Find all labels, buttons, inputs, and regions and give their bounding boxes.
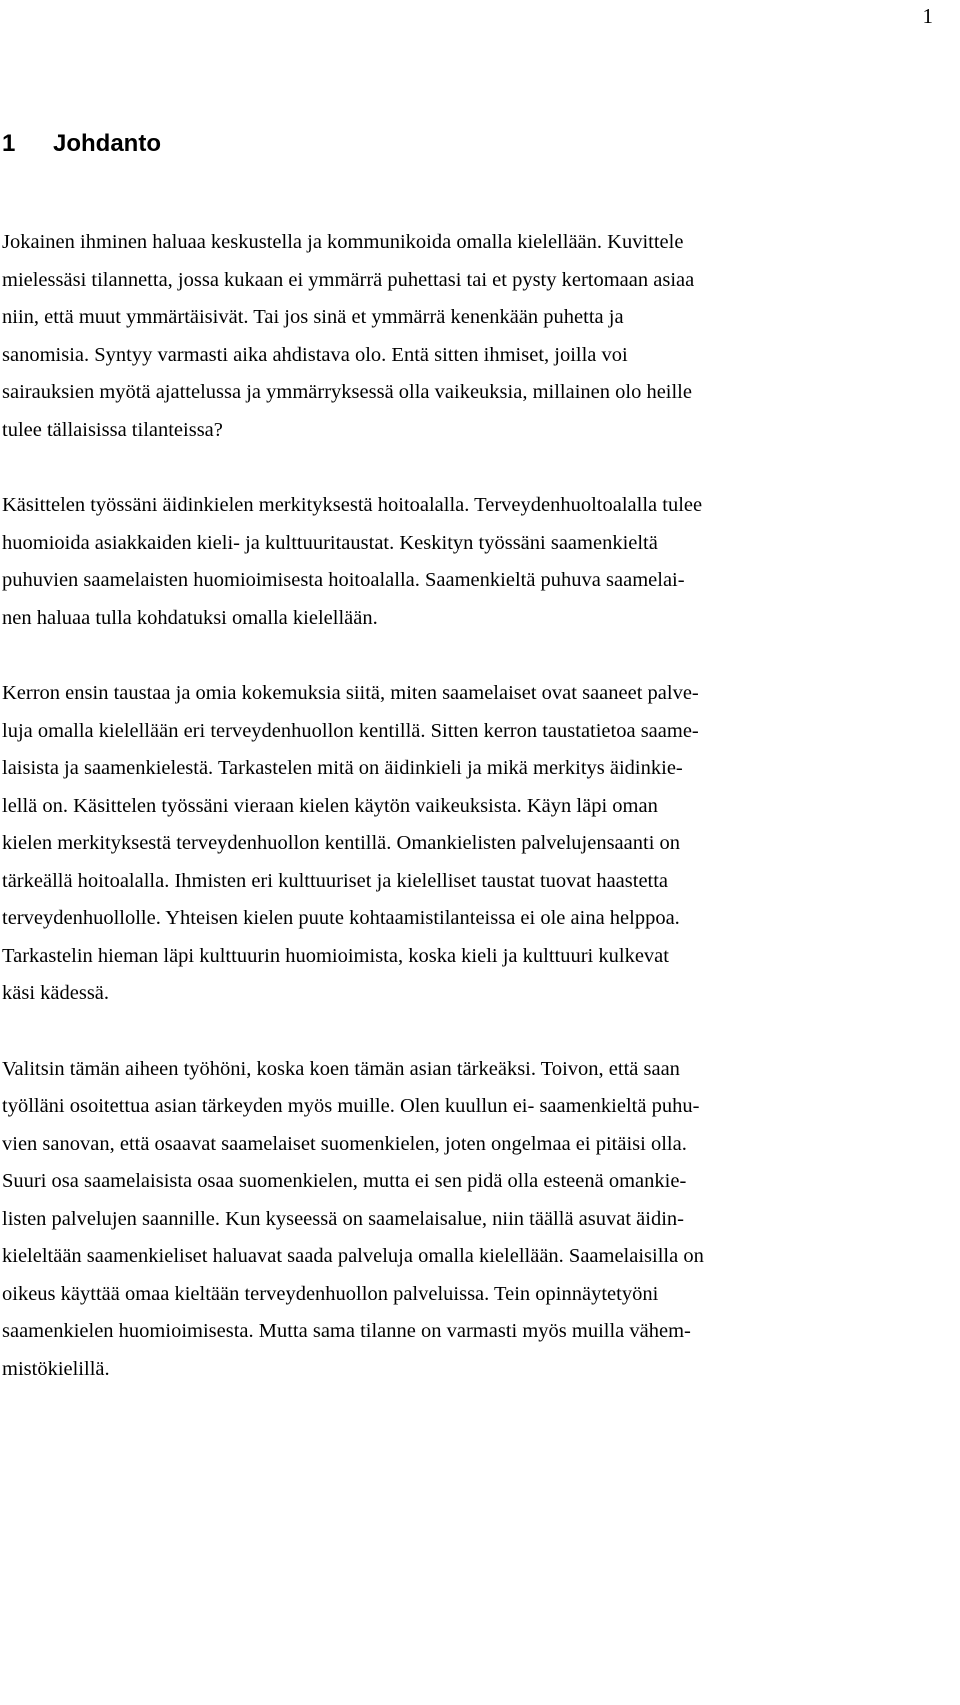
- paragraph: [2, 675, 932, 1013]
- document-body: [2, 224, 932, 1426]
- text-line: tärkeällä hoitoalalla. Ihmisten eri kulttuuriset ja kielelliset taustat tuovat haastetta: [2, 869, 669, 892]
- text-line: Kerron ensin taustaa ja omia kokemuksia siitä, miten saamelaiset ovat saaneet palve-: [2, 682, 699, 704]
- text-line: oikeus käyttää omaa kieltään terveydenhuollon palveluissa. Tein opinnäytetyöni: [2, 1282, 659, 1305]
- text-line: käsi kädessä.: [2, 982, 110, 1004]
- text-line: laisista ja saamenkielestä. Tarkastelen mitä on äidinkieli ja mikä merkitys äidinkie-: [2, 757, 683, 779]
- text-line: lellä on. Käsittelen työssäni vieraan kielen käytön vaikeuksista. Käyn läpi oman: [2, 794, 658, 817]
- text-line: huomioida asiakkaiden kieli- ja kulttuuritaustat. Keskityn työssäni saamenkieltä: [2, 531, 658, 554]
- text-line: saamenkielen huomioimisesta. Mutta sama tilanne on varmasti myös muilla vähem-: [2, 1320, 691, 1342]
- text-line: työlläni osoitettua asian tärkeyden myös muille. Olen kuullun ei- saamenkieltä puhu-: [2, 1095, 700, 1117]
- text-line: niin, että muut ymmärtäisivät. Tai jos sinä et ymmärrä kenenkään puhetta ja: [2, 306, 624, 328]
- text-line: sairauksien myötä ajattelussa ja ymmärryksessä olla vaikeuksia, millainen olo heille: [2, 381, 692, 403]
- section-number: 1: [2, 130, 16, 157]
- text-line: Tarkastelin hieman läpi kulttuurin huomioimista, koska kieli ja kulttuuri kulkevat: [2, 944, 669, 967]
- text-line: sanomisia. Syntyy varmasti aika ahdistava olo. Entä sitten ihmiset, joilla voi: [2, 343, 628, 366]
- text-line: Käsittelen työssäni äidinkielen merkityksestä hoitoalalla. Terveydenhuoltoalalla tulee: [2, 494, 703, 516]
- section-heading: [2, 130, 161, 158]
- page-number: 1: [922, 4, 933, 28]
- text-line: tulee tällaisissa tilanteissa?: [2, 418, 223, 441]
- text-line: mistökielillä.: [2, 1357, 110, 1380]
- paragraph: [2, 1051, 932, 1389]
- text-line: Valitsin tämän aiheen työhöni, koska koen tämän asian tärkeäksi. Toivon, että saan: [2, 1057, 680, 1080]
- text-line: puhuvien saamelaisten huomioimisesta hoitoalalla. Saamenkieltä puhuva saamelai-: [2, 569, 685, 591]
- text-line: vien sanovan, että osaavat saamelaiset suomenkielen, joten ongelmaa ei pitäisi olla.: [2, 1132, 687, 1155]
- text-line: Suuri osa saamelaisista osaa suomenkielen, mutta ei sen pidä olla esteenä omankie-: [2, 1170, 687, 1192]
- paragraph: [2, 224, 932, 449]
- paragraph: [2, 487, 932, 637]
- text-line: luja omalla kielellään eri terveydenhuollon kentillä. Sitten kerron taustatietoa saame-: [2, 719, 699, 742]
- section-title: Johdanto: [53, 130, 161, 157]
- text-line: terveydenhuollolle. Yhteisen kielen puute kohtaamistilanteissa ei ole aina helppoa.: [2, 907, 680, 929]
- text-line: listen palvelujen saannille. Kun kyseessä on saamelaisalue, niin täällä asuvat äidin-: [2, 1207, 684, 1230]
- text-line: mielessäsi tilannetta, jossa kukaan ei ymmärrä puhettasi tai et pysty kertomaan asiaa: [2, 268, 695, 291]
- text-line: nen haluaa tulla kohdatuksi omalla kielellään.: [2, 606, 378, 629]
- text-line: Jokainen ihminen haluaa keskustella ja kommunikoida omalla kielellään. Kuvittele: [2, 231, 684, 253]
- text-line: kielen merkityksestä terveydenhuollon kentillä. Omankielisten palvelujensaanti on: [2, 832, 681, 854]
- text-line: kieleltään saamenkieliset haluavat saada palveluja omalla kielellään. Saamelaisilla on: [2, 1245, 704, 1267]
